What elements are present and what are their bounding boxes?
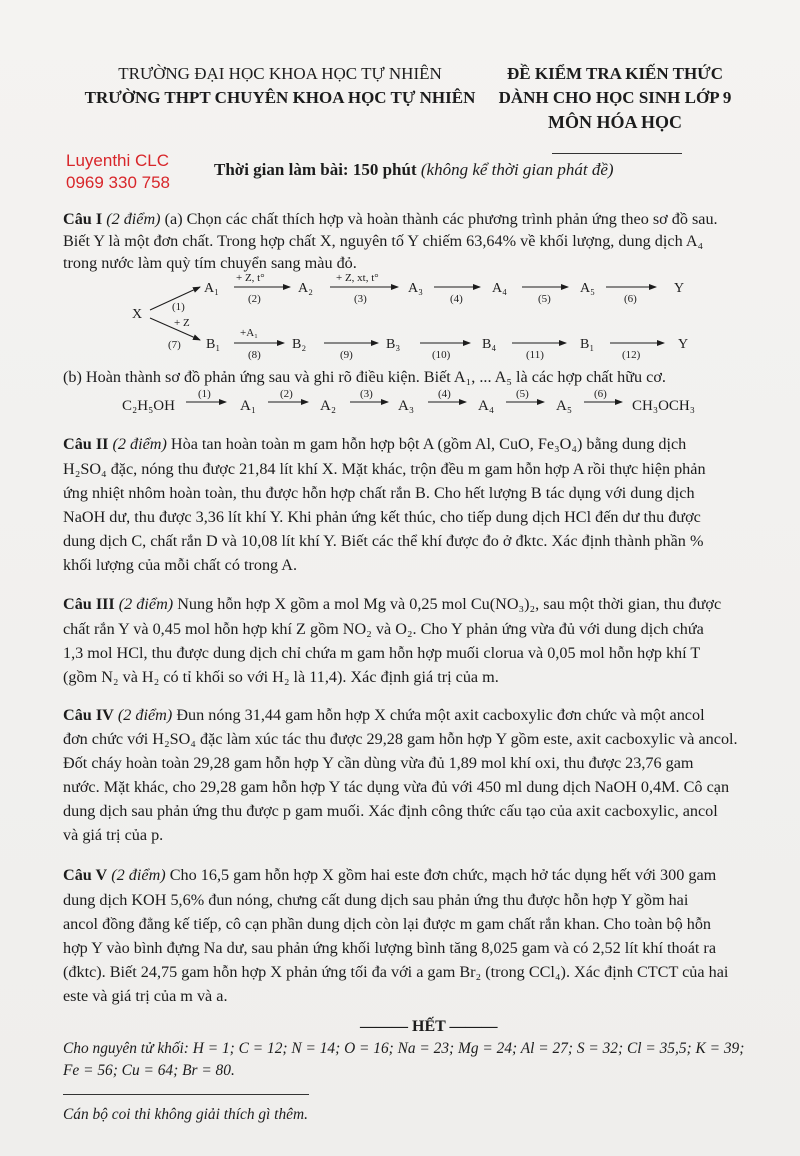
q3-text1: Nung hỗn hợp X gồm a mol Mg và 0,25 mol Cu(NO₃)₂, sau một thời gian, thu được xyxy=(177,595,722,613)
organic-a5: A₅ xyxy=(556,398,573,414)
species-a2: A₂ xyxy=(298,281,313,296)
species-b2: B₂ xyxy=(292,337,307,352)
step-11: (11) xyxy=(526,349,544,361)
q2-line3: ứng nhiệt nhôm hoàn toàn, thu được hỗn hợp chất rắn B. Cho hết lượng B tác dụng với dung dịch xyxy=(63,484,695,502)
exam-title-line2: DÀNH CHO HỌC SINH LỚP 9 xyxy=(498,88,732,107)
q1-line3: trong nước làm quỳ tím chuyển sang màu đỏ. xyxy=(63,254,357,272)
q3-line1 xyxy=(63,595,775,614)
q4-line3: Đốt cháy hoàn toàn 29,28 gam hỗn hợp Y cần dùng vừa đủ 1,89 mol khí oxi, thu được 23,76 gam xyxy=(63,754,694,772)
q4-line5: dung dịch sau phản ứng thu được p gam muối. Xác định công thức cấu tạo của axit cacboxylic, ancol xyxy=(63,802,718,820)
university-name: TRƯỜNG ĐẠI HỌC KHOA HỌC TỰ NHIÊN xyxy=(118,64,442,83)
subject-title: MÔN HÓA HỌC xyxy=(548,112,682,132)
step-7: (7) xyxy=(168,339,181,351)
reactant-x: X xyxy=(132,307,143,322)
scheme-b-step-1: (1) xyxy=(198,388,211,400)
q4-title: Câu IV xyxy=(63,706,114,724)
q3-line2: chất rắn Y và 0,45 mol hỗn hợp khí Z gồm NO₂ và O₂. Cho Y phản ứng vừa đủ với dung dịch chứa xyxy=(63,620,704,638)
species-b1: B₁ xyxy=(206,337,221,352)
q2-title: Câu II xyxy=(63,435,109,453)
q5-line2: dung dịch KOH 5,6% đun nóng, chưng cất dung dịch sau phản ứng thu được hỗn hợp Y gồm hai xyxy=(63,891,689,909)
scheme-b-step-2: (2) xyxy=(280,388,293,400)
step-9: (9) xyxy=(340,349,353,361)
stamp-line2: 0969 330 758 xyxy=(66,173,170,192)
step-3: (3) xyxy=(354,293,367,305)
product-y-top: Y xyxy=(674,281,685,296)
step-4: (4) xyxy=(450,293,463,305)
species-a3: A₃ xyxy=(408,281,423,296)
species-a5: A₅ xyxy=(580,281,595,296)
q2-line5: dung dịch C, chất rắn D và 10,08 lít khí Y. Biết các thể khí được đo ở đktc. Xác định thành phần % xyxy=(63,532,704,550)
q5-text1: Cho 16,5 gam hỗn hợp X gồm hai este đơn chức, mạch hở tác dụng hết với 300 gam xyxy=(169,866,717,884)
scheme-b-step-5: (5) xyxy=(516,388,529,400)
organic-a1: A₁ xyxy=(240,398,257,414)
end-marker: ——— HẾT ——— xyxy=(360,1018,498,1035)
q3-title: Câu III xyxy=(63,595,115,613)
q1-title: Câu I xyxy=(63,210,103,228)
organic-a2: A₂ xyxy=(320,398,337,414)
atomic-masses-line2: Fe = 56; Cu = 64; Br = 80. xyxy=(63,1062,235,1079)
step-2: (2) xyxy=(248,293,261,305)
species-a1: A₁ xyxy=(204,281,219,296)
q5-line3: ancol đồng đẳng kế tiếp, cô cạn phần dung dịch còn lại được m gam chất rắn khan. Cho toàn bộ hỗn xyxy=(63,915,712,933)
footer-divider xyxy=(63,1094,309,1095)
q3-line3: 1,3 mol HCl, thu được dung dịch chỉ chứa m gam hỗn hợp muối clorua và 0,05 mol hỗn hợp khí T xyxy=(63,644,701,662)
exam-title-line1: ĐỀ KIỂM TRA KIẾN THỨC xyxy=(506,64,723,83)
species-b1-again: B₁ xyxy=(580,337,595,352)
q1-part-b: (b) Hoàn thành sơ đồ phản ứng sau và ghi rõ điều kiện. Biết A₁, ... A₅ là các hợp chất hữu cơ. xyxy=(63,368,666,386)
q5-line5: (đktc). Biết 24,75 gam hỗn hợp X phản ứng tối đa với a gam Br₂ (trong CCl₄). Xác định CTCT của hai xyxy=(63,963,729,981)
scheme-b-step-4: (4) xyxy=(438,388,451,400)
time-label: Thời gian làm bài: 150 phút xyxy=(214,160,417,179)
q5-line4: hợp Y vào bình đựng Na dư, sau phản ứng khối lượng bình tăng 8,025 gam và có 2,52 lít khí thoát ra xyxy=(63,939,717,957)
time-note: (không kể thời gian phát đề) xyxy=(420,160,614,179)
step-12: (12) xyxy=(622,349,641,361)
scheme-b-step-6: (6) xyxy=(594,388,607,400)
product-y-bottom: Y xyxy=(678,337,689,352)
q4-text1: Đun nóng 31,44 gam hỗn hợp X chứa một axit cacboxylic đơn chức và một ancol xyxy=(176,706,705,724)
step-8: (8) xyxy=(248,349,261,361)
step-1: (1) xyxy=(172,301,185,313)
step-6: (6) xyxy=(624,293,637,305)
species-b3: B₃ xyxy=(386,337,401,352)
school-name: TRƯỜNG THPT CHUYÊN KHOA HỌC TỰ NHIÊN xyxy=(84,88,476,107)
atomic-masses-line1: Cho nguyên tử khối: H = 1; C = 12; N = 14; O = 16; Na = 23; Mg = 24; Al = 27; S = 32; Cl = 35,5; K = 39; xyxy=(63,1040,745,1057)
q1-points: (2 điểm) xyxy=(106,210,161,228)
q2-text1: Hòa tan hoàn toàn m gam hỗn hợp bột A (gồm Al, CuO, Fe₃O₄) bằng dung dịch xyxy=(170,435,687,453)
q1-line2: Biết Y là một đơn chất. Trong hợp chất X, nguyên tố Y chiếm 63,64% về khối lượng, dung dịch A₄ xyxy=(63,232,704,250)
q2-line1 xyxy=(63,435,775,454)
scheme-b-step-3: (3) xyxy=(360,388,373,400)
q2-line4: NaOH dư, thu được 3,36 lít khí Y. Khi phản ứng kết thúc, cho tiếp dung dịch HCl đến dư thu được xyxy=(63,508,701,526)
dimethyl-ether: CH₃OCH₃ xyxy=(632,398,695,414)
q4-line6: và giá trị của p. xyxy=(63,826,164,844)
branch-z-label: + Z xyxy=(174,317,190,329)
q4-line4: nước. Mặt khác, cho 29,28 gam hỗn hợp Y tác dụng vừa đủ với 450 ml dung dịch NaOH 0,4M. Cô cạn xyxy=(63,778,730,796)
species-a4: A₄ xyxy=(492,281,507,296)
q3-points: (2 điểm) xyxy=(118,595,174,613)
proctor-note: Cán bộ coi thi không giải thích gì thêm. xyxy=(63,1106,308,1123)
q4-points: (2 điểm) xyxy=(117,706,173,724)
organic-a4: A₄ xyxy=(478,398,495,414)
q4-line2: đơn chức với H₂SO₄ đặc làm xúc tác thu được 29,28 gam hỗn hợp Y gồm este, axit cacboxylic và ancol. xyxy=(63,730,738,748)
condition-3: + Z, xt, t° xyxy=(336,272,379,284)
q5-title: Câu V xyxy=(63,866,108,884)
q3-line4: (gồm N₂ và H₂ có tỉ khối so với H₂ là 11,4). Xác định giá trị của m. xyxy=(63,668,499,686)
species-b4: B₄ xyxy=(482,337,497,352)
q5-line1 xyxy=(63,866,775,885)
condition-8: +A₁ xyxy=(240,327,258,339)
q2-line2: H₂SO₄ đặc, nóng thu được 21,84 lít khí X. Mặt khác, trộn đều m gam hỗn hợp A rồi thực hiện phản xyxy=(63,460,706,478)
condition-2: + Z, t° xyxy=(236,272,265,284)
q4-line1 xyxy=(63,706,775,725)
ethanol: C₂H₅OH xyxy=(122,398,175,414)
q5-points: (2 điểm) xyxy=(111,866,166,884)
q1-text1: (a) Chọn các chất thích hợp và hoàn thành các phương trình phản ứng theo sơ đồ sau. xyxy=(164,210,718,228)
q2-points: (2 điểm) xyxy=(112,435,167,453)
q5-line6: este và giá trị của m và a. xyxy=(63,987,228,1005)
organic-a3: A₃ xyxy=(398,398,415,414)
stamp-line1: Luyenthi CLC xyxy=(66,151,170,170)
q2-line6: khối lượng của mỗi chất có trong A. xyxy=(63,556,298,574)
step-5: (5) xyxy=(538,293,551,305)
step-10: (10) xyxy=(432,349,451,361)
